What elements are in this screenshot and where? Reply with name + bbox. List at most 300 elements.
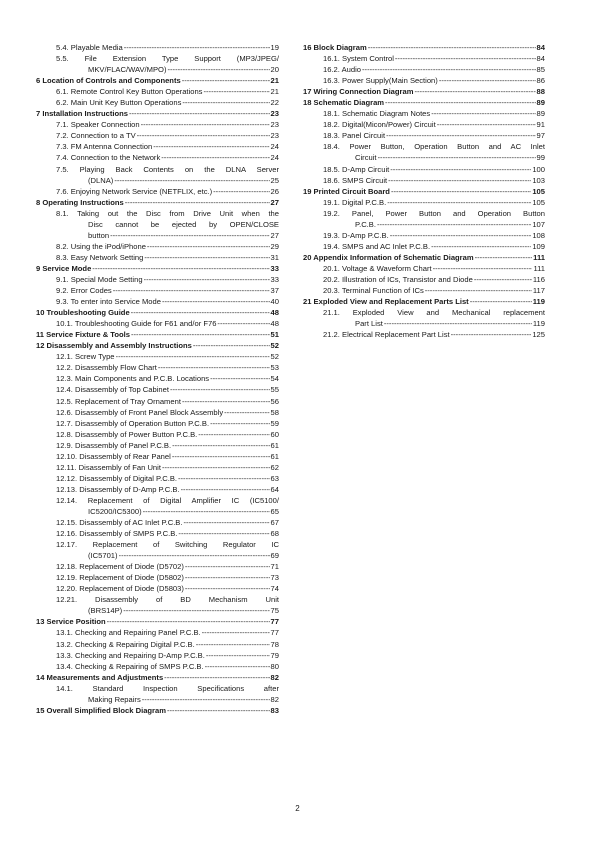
- dot-leader: [439, 75, 536, 86]
- dot-leader: [185, 572, 270, 583]
- toc-entry-text: 13.4. Checking & Repairing of SMPS P.C.B.: [56, 661, 204, 671]
- toc-page-number: 88: [536, 87, 545, 97]
- toc-section[interactable]: [36, 164, 279, 186]
- dot-leader: [205, 661, 270, 672]
- toc-entry-text: 20 Appendix Information of Schematic Diagram: [303, 252, 474, 262]
- toc-section[interactable]: [36, 407, 279, 418]
- toc-entry-text: 6.2. Main Unit Key Button Operations: [56, 98, 182, 108]
- toc-section[interactable]: [36, 97, 279, 108]
- dot-leader: [114, 175, 269, 186]
- toc-page-number: 105: [532, 197, 545, 207]
- toc-page-number: 40: [270, 297, 279, 307]
- dot-leader: [474, 274, 532, 285]
- toc-section[interactable]: [36, 594, 279, 616]
- toc-section[interactable]: [303, 230, 545, 241]
- toc-section[interactable]: [36, 440, 279, 451]
- toc-entry-text: 12.21. Disassembly of BD Mechanism Unit: [56, 595, 279, 605]
- toc-section[interactable]: [303, 64, 545, 75]
- toc-section[interactable]: [36, 274, 279, 285]
- toc-page-number: 80: [270, 661, 279, 671]
- toc-entry-text: 21.1. Exploded View and Mechanical replacement: [323, 308, 545, 318]
- toc-section[interactable]: [303, 197, 545, 208]
- dot-leader: [193, 340, 270, 351]
- dot-leader: [143, 506, 270, 517]
- toc-section[interactable]: [36, 627, 279, 638]
- toc-chapter[interactable]: [303, 86, 545, 97]
- toc-entry-text: 19.1. Digital P.C.B.: [323, 197, 387, 207]
- dot-leader: [378, 152, 536, 163]
- toc-page-number: 99: [536, 153, 545, 163]
- dot-leader: [391, 186, 531, 197]
- toc-chapter[interactable]: [303, 296, 545, 307]
- toc-page-number: 19: [270, 43, 279, 52]
- toc-page-number: 108: [532, 230, 545, 240]
- toc-entry-text: 19 Printed Circuit Board: [303, 186, 390, 196]
- toc-entry-text: 16.1. System Control: [323, 54, 394, 64]
- toc-section[interactable]: [36, 152, 279, 163]
- dot-leader: [451, 329, 532, 340]
- toc-page-number: 54: [270, 374, 279, 384]
- toc-left-column: [36, 42, 279, 716]
- toc-entry-text: 12.5. Replacement of Tray Ornament: [56, 396, 181, 406]
- toc-entry-text: 12.16. Disassembly of SMPS P.C.B.: [56, 529, 178, 539]
- toc-entry-text: 19.2. Panel, Power Button and Operation Button: [323, 208, 545, 218]
- dot-leader: [362, 64, 536, 75]
- dot-leader: [178, 473, 270, 484]
- toc-chapter[interactable]: [36, 197, 279, 208]
- toc-section[interactable]: [36, 53, 279, 75]
- toc-chapter[interactable]: [36, 307, 279, 318]
- dot-leader: [137, 130, 270, 141]
- toc-chapter[interactable]: [303, 42, 545, 53]
- toc-chapter[interactable]: [303, 97, 545, 108]
- toc-entry-text: 12.14. Replacement of Digital Amplifier IC (IC5100/: [56, 495, 279, 505]
- toc-entry-text: 8.1. Taking out the Disc from Drive Unit when the: [56, 208, 279, 218]
- toc-section[interactable]: [303, 130, 545, 141]
- toc-page-number: 103: [532, 175, 545, 185]
- toc-entry-text: 12.19. Replacement of Diode (D5802): [56, 573, 184, 583]
- toc-entry-text: 12.18. Replacement of Diode (D5702): [56, 562, 184, 572]
- toc-entry-text: 16.3. Power Supply(Main Section): [323, 76, 438, 86]
- toc-entry-text: 18 Schematic Diagram: [303, 98, 385, 108]
- toc-section[interactable]: [303, 329, 545, 340]
- dot-leader: [390, 230, 532, 241]
- toc-page-number: 111: [533, 263, 545, 273]
- toc-page-number: 20: [270, 65, 279, 75]
- toc-entry-text: Making Repairs: [88, 694, 141, 704]
- dot-leader: [202, 627, 270, 638]
- dot-leader: [167, 705, 270, 716]
- toc-section[interactable]: [303, 175, 545, 186]
- dot-leader: [182, 75, 270, 86]
- dot-leader: [387, 197, 531, 208]
- toc-entry-text: 7.1. Speaker Connection: [56, 120, 140, 130]
- dot-leader: [385, 97, 536, 108]
- dot-leader: [384, 318, 532, 329]
- toc-entry-text: 19.4. SMPS and AC Inlet P.C.B.: [323, 241, 431, 251]
- page-number: 2: [295, 804, 300, 813]
- toc-section[interactable]: [303, 108, 545, 119]
- toc-entry-text: 12.12. Disassembly of Digital P.C.B.: [56, 473, 177, 483]
- toc-chapter[interactable]: [36, 672, 279, 683]
- toc-page-number: 82: [270, 694, 279, 704]
- toc-chapter[interactable]: [36, 705, 279, 716]
- dot-leader: [206, 650, 270, 661]
- toc-entry-text: button: [88, 230, 110, 240]
- dot-leader: [123, 605, 269, 616]
- toc-page-number: 23: [270, 120, 279, 130]
- toc-section[interactable]: [36, 517, 279, 528]
- toc-section[interactable]: [36, 539, 279, 561]
- toc-section[interactable]: [36, 484, 279, 495]
- toc-page-number: 74: [270, 584, 279, 594]
- toc-entry-text: 12.4. Disassembly of Top Cabinet: [56, 385, 169, 395]
- toc-page-number: 119: [532, 297, 545, 307]
- toc-chapter[interactable]: [303, 252, 545, 263]
- toc-section[interactable]: [36, 495, 279, 517]
- toc-section[interactable]: [36, 318, 279, 329]
- toc-entry-text: 6 Location of Controls and Components: [36, 76, 181, 86]
- dot-leader: [437, 119, 536, 130]
- toc-entry-text: 12.6. Disassembly of Front Panel Block Assembly: [56, 407, 224, 417]
- toc-section[interactable]: [36, 384, 279, 395]
- dot-leader: [390, 164, 531, 175]
- toc-section[interactable]: [36, 462, 279, 473]
- dot-leader: [164, 672, 269, 683]
- toc-entry-text: 10.1. Troubleshooting Guide for F61 and/or F76: [56, 319, 217, 329]
- toc-section[interactable]: [303, 241, 545, 252]
- dot-leader: [210, 418, 269, 429]
- toc-page-number: 48: [270, 308, 279, 318]
- toc-page-number: 119: [532, 319, 545, 329]
- toc-entry-text: Part List: [355, 319, 383, 329]
- toc-section[interactable]: [36, 650, 279, 661]
- toc-right-column: [303, 42, 545, 340]
- toc-entry-text: (DLNA): [88, 175, 114, 185]
- toc-entry-text: 19.3. D-Amp P.C.B.: [323, 230, 389, 240]
- toc-section[interactable]: [303, 263, 545, 274]
- toc-entry-text: 10 Troubleshooting Guide: [36, 308, 130, 318]
- toc-entry-text: 18.1. Schematic Diagram Notes: [323, 109, 431, 119]
- toc-entry-text: 12.3. Main Components and P.C.B. Locations: [56, 374, 210, 384]
- dot-leader: [210, 373, 269, 384]
- toc-entry-text: 20.1. Voltage & Waveform Chart: [323, 263, 432, 273]
- toc-section[interactable]: [303, 164, 545, 175]
- toc-entry-text: 20.2. Illustration of ICs, Transistor and Diode: [323, 274, 473, 284]
- toc-page-number: 117: [532, 286, 545, 296]
- toc-section[interactable]: [36, 418, 279, 429]
- toc-section[interactable]: [36, 473, 279, 484]
- toc-entry-text: Disc cannot be ejected by OPEN/CLOSE: [88, 219, 279, 229]
- dot-leader: [181, 484, 270, 495]
- dot-leader: [224, 407, 269, 418]
- dot-leader: [395, 53, 536, 64]
- toc-entry-text: 21.2. Electrical Replacement Part List: [323, 330, 450, 340]
- toc-chapter[interactable]: [36, 340, 279, 351]
- toc-entry-text: 12.13. Disassembly of D-Amp P.C.B.: [56, 484, 180, 494]
- toc-section[interactable]: [36, 119, 279, 130]
- toc-page-number: 107: [532, 219, 545, 229]
- dot-leader: [116, 351, 270, 362]
- toc-entry-text: 9.3. To enter into Service Mode: [56, 297, 161, 307]
- toc-section[interactable]: [36, 252, 279, 263]
- toc-page-number: 55: [270, 385, 279, 395]
- dot-leader: [113, 285, 270, 296]
- dot-leader: [386, 130, 535, 141]
- toc-page-number: 21: [270, 87, 279, 97]
- toc-entry-text: 12.2. Disassembly Flow Chart: [56, 363, 157, 373]
- toc-page-number: 105: [532, 186, 545, 196]
- toc-section[interactable]: [36, 86, 279, 97]
- dot-leader: [198, 429, 269, 440]
- toc-page-number: 23: [270, 131, 279, 141]
- dot-leader: [131, 307, 270, 318]
- dot-leader: [414, 86, 535, 97]
- toc-page-number: 68: [270, 529, 279, 539]
- toc-section[interactable]: [303, 285, 545, 296]
- dot-leader: [124, 42, 270, 53]
- toc-entry-text: 13.1. Checking and Repairing Panel P.C.B.: [56, 628, 201, 638]
- toc-chapter[interactable]: [36, 263, 279, 274]
- dot-leader: [162, 296, 270, 307]
- toc-chapter[interactable]: [36, 108, 279, 119]
- toc-entry-text: 20.3. Terminal Function of ICs: [323, 286, 424, 296]
- toc-page-number: 61: [270, 440, 279, 450]
- toc-section[interactable]: [36, 285, 279, 296]
- toc-section[interactable]: [36, 661, 279, 672]
- toc-entry-text: 14.1. Standard Inspection Specifications after: [56, 683, 279, 693]
- toc-section[interactable]: [36, 373, 279, 384]
- toc-chapter[interactable]: [36, 329, 279, 340]
- toc-page-number: 97: [536, 131, 545, 141]
- toc-entry-text: 12.15. Disassembly of AC Inlet P.C.B.: [56, 518, 183, 528]
- dot-leader: [110, 230, 269, 241]
- toc-page-number: 125: [532, 330, 545, 340]
- toc-section[interactable]: [303, 53, 545, 64]
- toc-page-number: 56: [270, 396, 279, 406]
- dot-leader: [196, 639, 270, 650]
- dot-leader: [185, 583, 270, 594]
- dot-leader: [182, 396, 270, 407]
- toc-section[interactable]: [36, 296, 279, 307]
- toc-entry-text: 12.20. Replacement of Diode (D5803): [56, 584, 184, 594]
- toc-page-number: 84: [536, 43, 545, 52]
- toc-entry-text: 12.8. Disassembly of Power Button P.C.B.: [56, 429, 198, 439]
- toc-entry-text: 11 Service Fixture & Tools: [36, 330, 130, 340]
- toc-entry-text: 12.7. Disassembly of Operation Button P.C.B.: [56, 418, 210, 428]
- toc-section[interactable]: [303, 274, 545, 285]
- toc-entry-text: 12.11. Disassembly of Fan Unit: [56, 462, 161, 472]
- toc-page-number: 64: [270, 484, 279, 494]
- toc-section[interactable]: [36, 583, 279, 594]
- toc-entry-text: 5.5. File Extension Type Support (MP3/JPEG/: [56, 54, 279, 64]
- dot-leader: [475, 252, 533, 263]
- toc-page-number: 75: [270, 606, 279, 616]
- toc-page-number: 116: [532, 274, 545, 284]
- toc-page-number: 111: [533, 252, 545, 262]
- toc-page-number: 62: [270, 462, 279, 472]
- toc-page-number: 59: [270, 418, 279, 428]
- toc-section[interactable]: [36, 351, 279, 362]
- toc-entry-text: MKV/FLAC/WAV/MPO): [88, 65, 167, 75]
- toc-page-number: 100: [532, 164, 545, 174]
- toc-section[interactable]: [36, 572, 279, 583]
- toc-entry-text: 14 Measurements and Adjustments: [36, 672, 164, 682]
- toc-page-number: 22: [270, 98, 279, 108]
- toc-entry-text: 16 Block Diagram: [303, 43, 367, 52]
- toc-page-number: 27: [270, 197, 279, 207]
- toc-page-number: 21: [270, 76, 279, 86]
- toc-section[interactable]: [36, 639, 279, 650]
- dot-leader: [470, 296, 532, 307]
- toc-entry-text: 18.5. D-Amp Circuit: [323, 164, 390, 174]
- toc-entry-text: 8.2. Using the iPod/iPhone: [56, 241, 146, 251]
- toc-page-number: 89: [536, 109, 545, 119]
- toc-chapter[interactable]: [36, 75, 279, 86]
- dot-leader: [431, 108, 535, 119]
- toc-page-number: 23: [270, 109, 279, 119]
- toc-entry-text: 12.17. Replacement of Switching Regulator IC: [56, 540, 279, 550]
- toc-page-number: 67: [270, 518, 279, 528]
- dot-leader: [172, 451, 270, 462]
- toc-page-number: 33: [270, 274, 279, 284]
- toc-section[interactable]: [36, 451, 279, 462]
- toc-page-number: 61: [270, 451, 279, 461]
- toc-entry-text: 18.3. Panel Circuit: [323, 131, 386, 141]
- toc-section[interactable]: [36, 141, 279, 152]
- toc-section[interactable]: [303, 208, 545, 230]
- toc-entry-text: 5.4. Playable Media: [56, 43, 123, 52]
- toc-section[interactable]: [303, 75, 545, 86]
- toc-entry-text: (BRS14P): [88, 606, 123, 616]
- dot-leader: [368, 42, 536, 53]
- toc-entry-text: 12.10. Disassembly of Rear Panel: [56, 451, 171, 461]
- dot-leader: [161, 152, 269, 163]
- toc-entry-text: 12 Disassembly and Assembly Instructions: [36, 341, 192, 351]
- toc-entry-text: 7 Installation Instructions: [36, 109, 128, 119]
- toc-entry-text: 16.2. Audio: [323, 65, 362, 75]
- toc-entry-text: P.C.B.: [355, 219, 376, 229]
- dot-leader: [170, 384, 270, 395]
- dot-leader: [217, 318, 269, 329]
- toc-section[interactable]: [36, 683, 279, 705]
- dot-leader: [162, 462, 270, 473]
- toc-page-number: 83: [270, 705, 279, 715]
- toc-entry-text: 13 Service Position: [36, 617, 106, 627]
- toc-page-number: 52: [270, 341, 279, 351]
- toc-section[interactable]: [36, 208, 279, 241]
- toc-entry-text: 7.2. Connection to a TV: [56, 131, 136, 141]
- toc-entry-text: 8.3. Easy Network Setting: [56, 252, 144, 262]
- toc-page-number: 51: [270, 330, 279, 340]
- dot-leader: [153, 141, 269, 152]
- toc-page-number: 77: [270, 617, 279, 627]
- toc-page-number: 65: [270, 506, 279, 516]
- toc-entry-text: 9 Service Mode: [36, 263, 92, 273]
- toc-page-number: 29: [270, 241, 279, 251]
- dot-leader: [433, 263, 533, 274]
- toc-entry-text: 18.2. Digital(Micon/Power) Circuit: [323, 120, 436, 130]
- toc-section[interactable]: [36, 241, 279, 252]
- dot-leader: [178, 528, 269, 539]
- dot-leader: [203, 86, 269, 97]
- toc-entry-text: 9.2. Error Codes: [56, 286, 112, 296]
- toc-chapter[interactable]: [36, 616, 279, 627]
- dot-leader: [431, 241, 531, 252]
- dot-leader: [183, 517, 269, 528]
- toc-entry-text: 7.3. FM Antenna Connection: [56, 142, 153, 152]
- toc-entry-text: 8 Operating Instructions: [36, 197, 124, 207]
- toc-page-number: 73: [270, 573, 279, 583]
- toc-page-number: 63: [270, 473, 279, 483]
- toc-page-number: 31: [270, 252, 279, 262]
- toc-page-number: 26: [270, 186, 279, 196]
- toc-entry-text: 7.4. Connection to the Network: [56, 153, 161, 163]
- toc-page-number: 25: [270, 175, 279, 185]
- toc-section[interactable]: [36, 362, 279, 373]
- dot-leader: [141, 119, 270, 130]
- toc-section[interactable]: [36, 528, 279, 539]
- toc-page-number: 37: [270, 286, 279, 296]
- toc-page-number: 84: [536, 54, 545, 64]
- dot-leader: [144, 252, 269, 263]
- toc-page-number: 53: [270, 363, 279, 373]
- toc-section[interactable]: [36, 429, 279, 440]
- toc-section[interactable]: [36, 130, 279, 141]
- dot-leader: [92, 263, 269, 274]
- toc-page-number: 27: [270, 230, 279, 240]
- toc-entry-text: 18.4. Power Button, Operation Button and AC Inlet: [323, 142, 545, 152]
- toc-entry-text: 7.6. Enjoying Network Service (NETFLIX, etc.): [56, 186, 213, 196]
- toc-page-number: 85: [536, 65, 545, 75]
- toc-page-number: 48: [270, 319, 279, 329]
- toc-entry-text: 7.5. Playing Back Contents on the DLNA Server: [56, 164, 279, 174]
- toc-section[interactable]: [303, 307, 545, 329]
- toc-entry-text: 12.9. Disassembly of Panel P.C.B.: [56, 440, 172, 450]
- toc-page-number: 89: [536, 98, 545, 108]
- toc-page-number: 60: [270, 429, 279, 439]
- toc-entry-text: (IC5701): [88, 551, 118, 561]
- toc-page-number: 78: [270, 639, 279, 649]
- toc-section[interactable]: [36, 42, 279, 53]
- dot-leader: [119, 550, 270, 561]
- toc-entry-text: 12.1. Screw Type: [56, 352, 115, 362]
- toc-page-number: 69: [270, 551, 279, 561]
- dot-leader: [182, 97, 269, 108]
- toc-page-number: 24: [270, 142, 279, 152]
- toc-entry-text: 17 Wiring Connection Diagram: [303, 87, 414, 97]
- toc-page-number: 71: [270, 562, 279, 572]
- toc-entry-text: 18.6. SMPS Circuit: [323, 175, 388, 185]
- toc-page-number: 109: [532, 241, 545, 251]
- toc-page-number: 33: [270, 263, 279, 273]
- toc-section[interactable]: [36, 561, 279, 572]
- toc-entry-text: 15 Overall Simplified Block Diagram: [36, 705, 166, 715]
- toc-page-number: 79: [270, 650, 279, 660]
- toc-chapter[interactable]: [303, 186, 545, 197]
- dot-leader: [147, 241, 270, 252]
- toc-page-number: 52: [270, 352, 279, 362]
- dot-leader: [144, 274, 270, 285]
- toc-entry-text: 13.2. Checking & Repairing Digital P.C.B.: [56, 639, 195, 649]
- toc-entry-text: 6.1. Remote Control Key Button Operations: [56, 87, 203, 97]
- dot-leader: [377, 219, 531, 230]
- toc-section[interactable]: [36, 396, 279, 407]
- toc-section[interactable]: [36, 186, 279, 197]
- toc-section[interactable]: [303, 119, 545, 130]
- dot-leader: [125, 197, 270, 208]
- toc-section[interactable]: [303, 141, 545, 163]
